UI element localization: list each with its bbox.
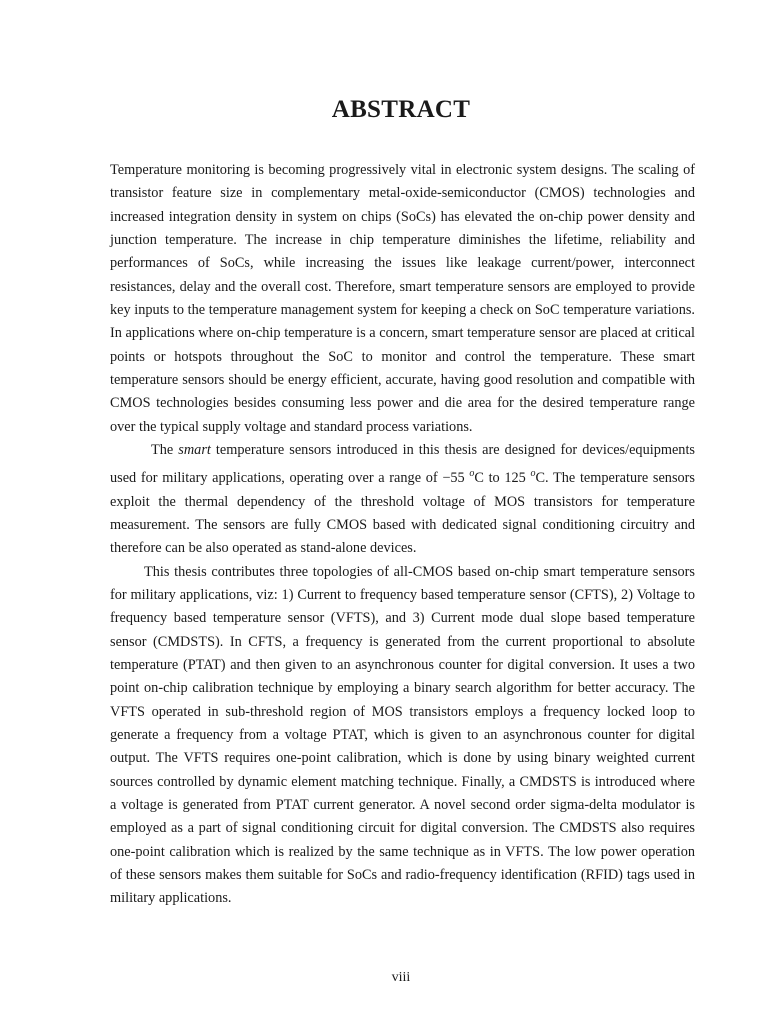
smart-emphasis: smart [178,442,211,459]
degree-superscript-2: o [530,468,536,480]
abstract-body [110,159,695,911]
page-number: viii [391,970,411,985]
paragraph-2 [110,439,695,560]
paragraph-2-text-a: temperature sensors introduced in this thesis are designed for devices/equipments used for military applications, operating over a range of −55 [110,442,695,487]
paragraph-2-text-c: C. The temperature sensors exploit the thermal dependency of the threshold voltage of MOS transistors for temperature measurement. The sensors are fully CMOS based with dedicated signal conditioning circuitry and therefore can be also operated as stand-alone devices. [110,470,695,557]
page-title: ABSTRACT [331,96,471,123]
paragraph-1: Temperature monitoring is becoming progressively vital in electronic system designs. The scaling of transistor feature size in complementary metal-oxide-semiconductor (CMOS) technologies and increased integration density in system on chips (SoCs) has elevated the on-chip power density and junction temperature. The increase in chip temperature diminishes the lifetime, reliability and performances of SoCs, while increasing the issues like leakage current/power, interconnect resistances, delay and the overall cost. Therefore, smart temperature sensors are employed to provide key inputs to the temperature management system for keeping a check on SoC temperature variations. In applications where on-chip temperature is a concern, smart temperature sensor are placed at critical points or hotspots throughout the SoC to monitor and control the temperature. These smart temperature sensors should be energy efficient, accurate, having good resolution and compatible with CMOS technologies besides consuming less power and die area for the desired temperature range over the typical supply voltage and standard process variations. [110,162,695,435]
paragraph-3: This thesis contributes three topologies of all-CMOS based on-chip smart temperature sensors for military applications, viz: 1) Current to frequency based temperature sensor (CFTS), 2) Voltage to frequency based temperature sensor (VFTS), and 3) Current mode dual slope based temperature sensor (CMDSTS). In CFTS, a frequency is generated from the current proportional to absolute temperature (PTAT) and then given to an asynchronous counter for digital conversion. It uses a two point on-chip calibration technique by employing a binary search algorithm for better accuracy. The VFTS operated in sub-threshold region of MOS transistors employs a frequency locked loop to generate a frequency from a voltage PTAT, which is given to an asynchronous counter for digital output. The VFTS requires one-point calibration, which is done by using binary weighted current sources controlled by dynamic element matching technique. Finally, a CMDSTS is introduced where a voltage is generated from PTAT current generator. A novel second order sigma-delta modulator is employed as a part of signal conditioning circuit for digital conversion. The CMDSTS also requires one-point calibration which is realized by the same technique as in VFTS. The low power operation of these sensors makes them suitable for SoCs and radio-frequency identification (RFID) tags used in military applications. [110,563,695,907]
degree-superscript-1: o [469,468,475,480]
paragraph-2-text-b: C to 125 [474,470,531,487]
paragraph-2-lead: The [151,442,179,459]
